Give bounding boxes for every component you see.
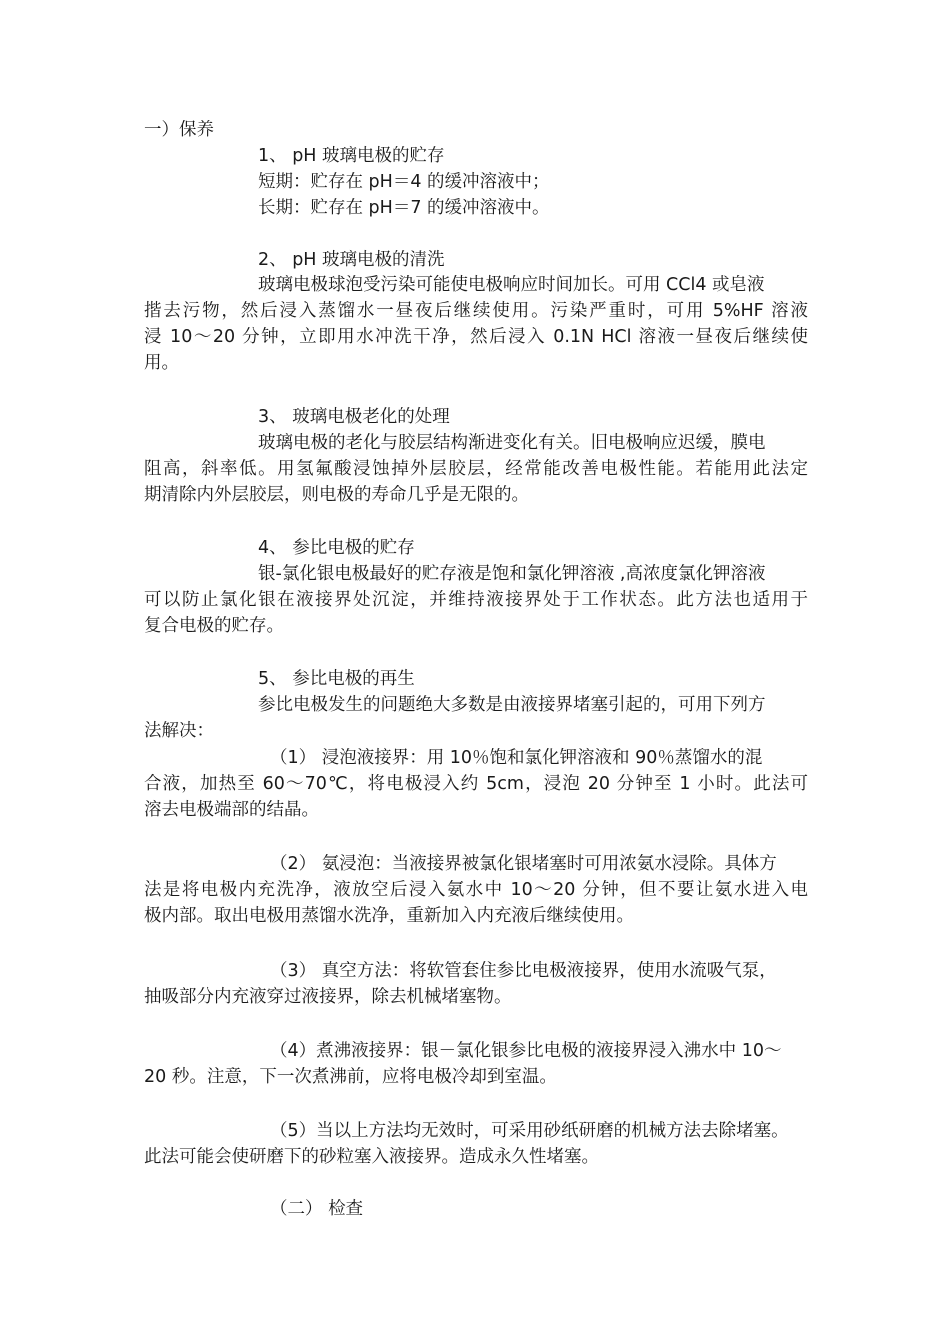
subsection-title-4: 4、 参比电极的贮存: [258, 538, 415, 558]
section-heading-maintenance: 一）保养: [144, 120, 214, 140]
paragraph-line: 玻璃电极的老化与胶层结构渐进变化有关。旧电极响应迟缓，膜电: [258, 433, 766, 453]
subsection-title-5: 5、 参比电极的再生: [258, 669, 415, 689]
paragraph-line: 长期：贮存在 pH＝7 的缓冲溶液中。: [258, 198, 550, 218]
paragraph-line: 法是将电极内充洗净，液放空后浸入氨水中 10～20 分钟，但不要让氨水进入电: [144, 880, 808, 900]
paragraph-line: 玻璃电极球泡受污染可能使电极响应时间加长。可用 CCl4 或皂液: [258, 275, 765, 295]
method-2-line: （2） 氨浸泡：当液接界被氯化银堵塞时可用浓氨水浸除。具体方: [270, 854, 777, 874]
paragraph-line: 极内部。取出电极用蒸馏水洗净，重新加入内充液后继续使用。: [144, 906, 634, 926]
paragraph-line: 此法可能会使研磨下的砂粒塞入液接界。造成永久性堵塞。: [144, 1147, 599, 1167]
paragraph-line: 银-氯化银电极最好的贮存液是饱和氯化钾溶液 ,高浓度氯化钾溶液: [258, 564, 766, 584]
paragraph-line: 短期：贮存在 pH＝4 的缓冲溶液中；: [258, 172, 550, 192]
paragraph-line: 揩去污物，然后浸入蒸馏水一昼夜后继续使用。污染严重时，可用 5%HF 溶液: [144, 301, 808, 321]
subsection-title-3: 3、 玻璃电极老化的处理: [258, 407, 450, 427]
paragraph-line: 复合电极的贮存。: [144, 616, 284, 636]
paragraph-line: 用。: [144, 353, 179, 373]
paragraph-line: 阻高，斜率低。用氢氟酸浸蚀掉外层胶层，经常能改善电极性能。若能用此法定: [144, 459, 808, 479]
paragraph-line: 法解决：: [144, 721, 214, 741]
paragraph-line: 抽吸部分内充液穿过液接界，除去机械堵塞物。: [144, 987, 512, 1007]
subsection-title-1: 1、 pH 玻璃电极的贮存: [258, 146, 445, 166]
paragraph-line: 可以防止氯化银在液接界处沉淀，并维持液接界处于工作状态。此方法也适用于: [144, 590, 808, 610]
paragraph-line: 溶去电极端部的结晶。: [144, 800, 319, 820]
method-1-line: （1） 浸泡液接界：用 10％饱和氯化钾溶液和 90％蒸馏水的混: [270, 748, 763, 768]
method-3-line: （3） 真空方法：将软管套住参比电极液接界，使用水流吸气泵，: [270, 961, 777, 981]
method-5-line: （5）当以上方法均无效时，可采用砂纸研磨的机械方法去除堵塞。: [270, 1121, 789, 1141]
paragraph-line: 合液，加热至 60～70℃，将电极浸入约 5cm，浸泡 20 分钟至 1 小时。此法可: [144, 774, 808, 794]
method-4-line: （4）煮沸液接界：银－氯化银参比电极的液接界浸入沸水中 10～: [270, 1041, 782, 1061]
paragraph-line: 参比电极发生的问题绝大多数是由液接界堵塞引起的，可用下列方: [258, 695, 766, 715]
paragraph-line: 浸 10～20 分钟，立即用水冲洗干净，然后浸入 0.1N HCl 溶液一昼夜后继续使: [144, 327, 808, 347]
section-heading-check: （二） 检查: [270, 1199, 364, 1219]
subsection-title-2: 2、 pH 玻璃电极的清洗: [258, 250, 445, 270]
paragraph-line: 20 秒。注意，下一次煮沸前，应将电极冷却到室温。: [144, 1067, 557, 1087]
paragraph-line: 期清除内外层胶层，则电极的寿命几乎是无限的。: [144, 485, 529, 505]
